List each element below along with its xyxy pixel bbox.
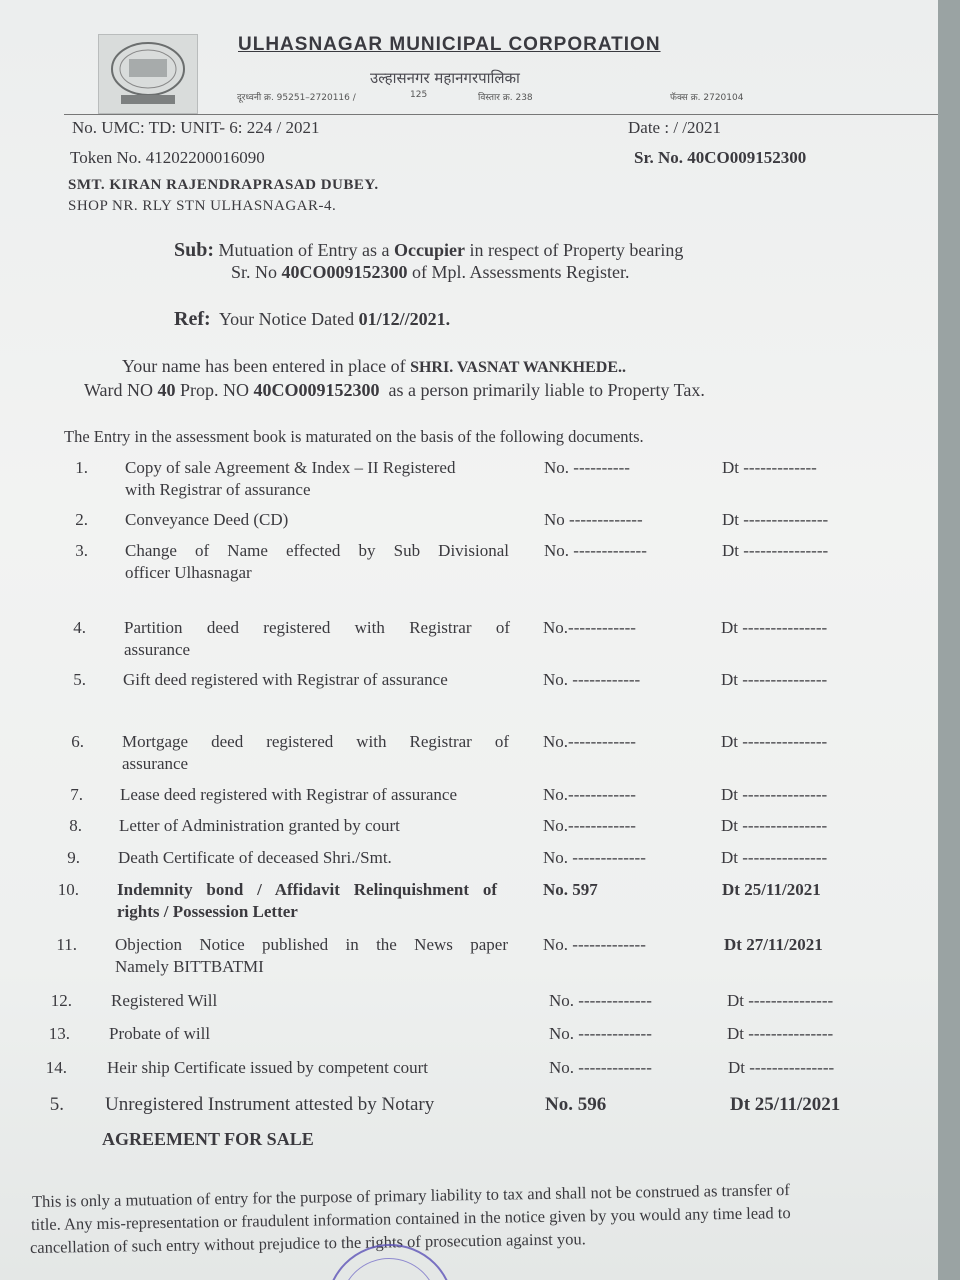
document-date: Dt --------------- (727, 991, 834, 1010)
document-description: Indemnity bond / Affidavit Relinquishment of (117, 880, 497, 899)
document-date: Dt ------------- (722, 458, 817, 477)
phone-number: दूरध्वनी क्र. 95251–2720116 / (237, 93, 356, 103)
document-no: No.------------ (543, 618, 636, 637)
document-no: No. 596 (545, 1094, 607, 1115)
document-description: Heir ship Certificate issued by competent court (107, 1058, 429, 1077)
document-number: 14. (45, 1058, 67, 1077)
document-number: 3. (75, 541, 88, 560)
ref-line (174, 308, 450, 331)
document-description: Objection Notice published in the News paper (115, 935, 508, 954)
document-no: No. 597 (543, 880, 598, 899)
document-no: No. ------------- (544, 541, 647, 560)
document-description-cont: with Registrar of assurance (125, 480, 311, 499)
document-number: 6. (71, 732, 84, 751)
document-date: Dt --------------- (721, 670, 828, 689)
document-date: Dt --------------- (721, 785, 828, 804)
subject-line-1 (174, 239, 683, 262)
document-description: Conveyance Deed (CD) (125, 510, 289, 529)
vistar-number: विस्तार क्र. 238 (478, 93, 533, 103)
subject-sr-label: Sr. No (231, 262, 282, 282)
document-number: 5. (49, 1094, 64, 1115)
body-line-2 (84, 380, 705, 401)
document-number: 8. (69, 816, 82, 835)
reference-number: No. UMC: TD: UNIT- 6: 224 / 2021 (72, 118, 320, 137)
document-no: No. ---------- (544, 458, 630, 477)
document-date: Dt 25/11/2021 (730, 1094, 841, 1115)
prop-number: 40CO009152300 (253, 380, 380, 400)
document-description-cont: rights / Possession Letter (117, 902, 298, 921)
ward-label: Ward NO (84, 380, 154, 400)
document-description: Unregistered Instrument attested by Notary (105, 1094, 435, 1115)
subject-register: of Mpl. Assessments Register. (407, 262, 630, 282)
subject-sr-value: 40CO009152300 (281, 262, 408, 282)
subject-line-2 (231, 262, 630, 283)
document-number: 4. (73, 618, 86, 637)
document-no: No. ------------- (549, 991, 652, 1010)
document-description-cont: assurance (122, 754, 189, 773)
document-description: Partition deed registered with Registrar of (124, 618, 510, 637)
document-description: Registered Will (111, 991, 218, 1010)
footer-line-3: cancellation of such entry without prejudice to the rights of prosecution against you. (29, 1229, 586, 1257)
footer-line-1: This is only a mutuation of entry for the purpose of primary liability to tax and shall not be construed as transfer of (31, 1180, 790, 1211)
document-description: Lease deed registered with Registrar of assurance (120, 785, 458, 804)
ref-text: Your Notice Dated (218, 309, 355, 329)
document-date: Dt --------------- (721, 732, 828, 751)
previous-owner: SHRI. VASNAT WANKHEDE.. (410, 359, 626, 376)
document-date: Dt --------------- (721, 816, 828, 835)
body-text: Your name has been entered in place of (122, 356, 406, 376)
document-number: 5. (73, 670, 86, 689)
body-line-1 (122, 356, 626, 377)
subject-label: Sub: (174, 239, 215, 261)
footer-line-2: title. Any mis-representation or fraudulent information contained in the notice given by you would any time lead to (30, 1203, 791, 1234)
liability-text: as a person primarily liable to Property Tax. (388, 380, 705, 400)
document-no: No.------------ (543, 816, 636, 835)
document-description: Mortgage deed registered with Registrar of (122, 732, 509, 751)
corporation-name: ULHASNAGAR MUNICIPAL CORPORATION (238, 34, 661, 55)
document-no: No. ------------- (543, 935, 646, 954)
document-description: Letter of Administration granted by court (119, 816, 400, 835)
document-description-cont: officer Ulhasnagar (125, 563, 252, 582)
document-date: Dt --------------- (721, 848, 828, 867)
fax-number: फॅक्स क्र. 2720104 (670, 93, 744, 103)
subject-text-a: Mutuation of Entry as a (218, 240, 394, 260)
document-no: No ------------- (544, 510, 643, 529)
token-number: Token No. 41202200016090 (70, 148, 265, 167)
document-number: 10. (57, 880, 79, 899)
ward-number: 40 (157, 380, 176, 400)
extension-number: 125 (410, 90, 428, 100)
document-description-cont: assurance (124, 640, 191, 659)
document-date: Dt 27/11/2021 (724, 935, 823, 954)
municipal-emblem (98, 34, 198, 114)
document-number: 2. (75, 510, 88, 529)
document-date: Dt --------------- (722, 510, 829, 529)
ref-date: 01/12//2021. (358, 309, 451, 329)
corporation-name-hindi: उल्हासनगर महानगरपालिका (370, 69, 520, 87)
document-number: 9. (67, 848, 80, 867)
document-date: Dt --------------- (728, 1058, 835, 1077)
ref-label: Ref: (174, 308, 211, 330)
agreement-label: AGREEMENT FOR SALE (102, 1129, 314, 1149)
addressee-address: SHOP NR. RLY STN ULHASNAGAR-4. (68, 198, 337, 214)
document-description-cont: Namely BITTBATMI (115, 957, 264, 976)
document-no: No. ------------- (543, 848, 646, 867)
subject-occupier: Occupier (394, 240, 465, 260)
document-number: 1. (75, 458, 88, 477)
document-date: Dt 25/11/2021 (722, 880, 821, 899)
document-number: 13. (48, 1024, 70, 1043)
document-description: Death Certificate of deceased Shri./Smt. (118, 848, 392, 867)
prop-label: Prop. NO (180, 380, 250, 400)
document-description: Copy of sale Agreement & Index – II Registered (125, 458, 456, 477)
document-no: No. ------------ (543, 670, 641, 689)
document-description: Gift deed registered with Registrar of assurance (123, 670, 448, 689)
document-description: Change of Name effected by Sub Divisional (125, 541, 509, 560)
document-no: No.------------ (543, 732, 636, 751)
document-no: No.------------ (543, 785, 636, 804)
addressee-name: SMT. KIRAN RAJENDRAPRASAD DUBEY. (68, 177, 379, 193)
serial-value: 40CO009152300 (687, 148, 807, 167)
document-date: Dt --------------- (727, 1024, 834, 1043)
document-number: 12. (50, 991, 72, 1010)
document-number: 11. (56, 935, 77, 954)
document-date: Dt --------------- (721, 618, 828, 637)
serial-label: Sr. No. (634, 148, 683, 167)
document-description: Probate of will (109, 1024, 211, 1043)
serial-number (634, 148, 806, 168)
subject-text-c: in respect of Property bearing (464, 240, 684, 260)
header-divider (64, 114, 938, 115)
document-date: Dt --------------- (722, 541, 829, 560)
document-no: No. ------------- (549, 1058, 652, 1077)
document-number: 7. (70, 785, 83, 804)
letter-date: Date : / /2021 (628, 118, 722, 137)
document-no: No. ------------- (549, 1024, 652, 1043)
documents-intro: The Entry in the assessment book is maturated on the basis of the following documents. (64, 427, 644, 446)
